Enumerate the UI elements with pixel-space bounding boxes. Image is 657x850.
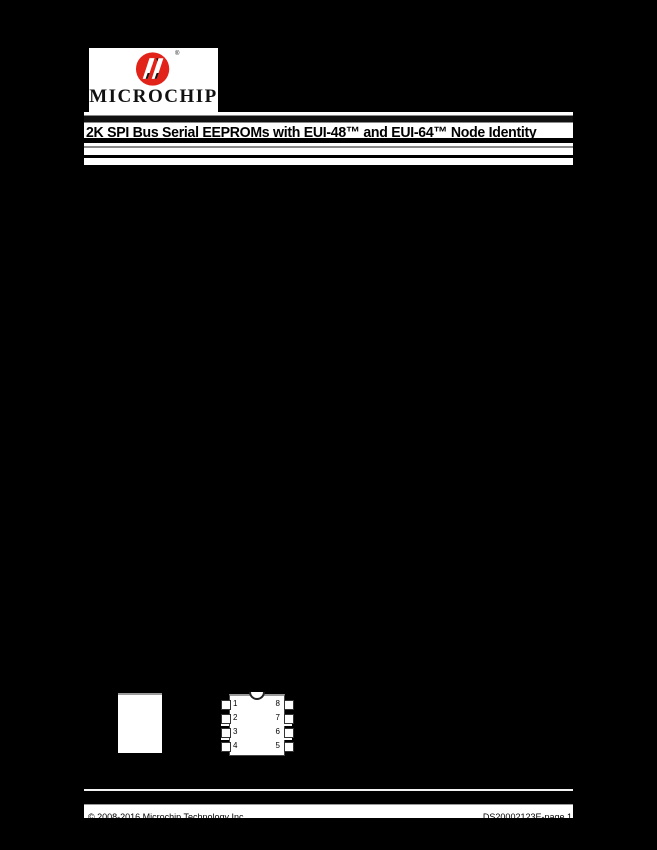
pin-overbar-mark bbox=[284, 724, 292, 726]
title-underline-band bbox=[84, 143, 573, 165]
pin-square bbox=[284, 714, 294, 724]
pin-number: 8 bbox=[275, 699, 280, 708]
header-rule bbox=[84, 115, 573, 123]
pin-overbar-mark bbox=[221, 724, 229, 726]
pin-square bbox=[221, 714, 231, 724]
document-title: 2K SPI Bus Serial EEPROMs with EUI-48™ and EUI-64™ Node Identity bbox=[86, 124, 537, 141]
title-underline-thick-rule bbox=[84, 155, 573, 158]
copyright-text: © 2008-2016 Microchip Technology Inc. bbox=[88, 812, 247, 822]
pin-overbar-mark bbox=[221, 738, 229, 740]
pin-number: 1 bbox=[233, 699, 238, 708]
pin-square bbox=[284, 742, 294, 752]
doc-number-page-text: DS20002123E-page 1 bbox=[482, 812, 572, 822]
pin-number: 3 bbox=[233, 727, 238, 736]
microchip-logo bbox=[89, 48, 218, 113]
registered-trademark-icon: ® bbox=[175, 51, 180, 57]
pin-number: 2 bbox=[233, 713, 238, 722]
pin-overbar-mark bbox=[284, 738, 292, 740]
pin-square bbox=[221, 728, 231, 738]
pin-number: 4 bbox=[233, 741, 238, 750]
pin-square bbox=[284, 700, 294, 710]
pin-number: 6 bbox=[275, 727, 280, 736]
footnote-rule bbox=[84, 789, 573, 791]
title-underline-thin-rule bbox=[84, 146, 573, 148]
microchip-wordmark: MICROCHIP bbox=[89, 86, 218, 107]
package-outline-left bbox=[118, 693, 162, 753]
pin-square bbox=[221, 742, 231, 752]
package-outline-8pin bbox=[219, 693, 294, 756]
pin-number: 7 bbox=[275, 713, 280, 722]
pin-square bbox=[221, 700, 231, 710]
microchip-m-icon bbox=[133, 51, 174, 87]
pin-number: 5 bbox=[275, 741, 280, 750]
header-rule-band bbox=[84, 112, 573, 141]
pin-square bbox=[284, 728, 294, 738]
